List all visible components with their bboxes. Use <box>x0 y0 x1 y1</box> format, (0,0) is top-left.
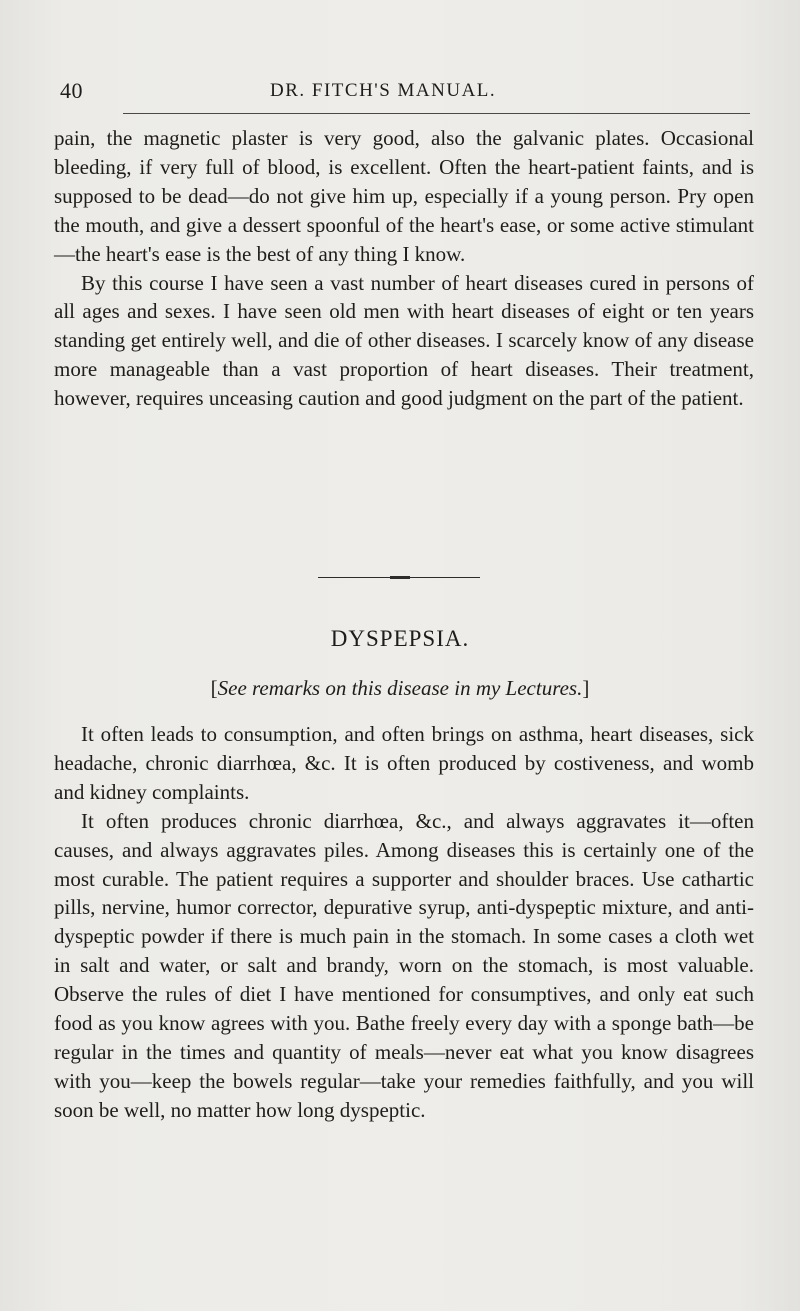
paragraph: It often produces chronic diarrhœa, &c., and always aggravates it—often causes, and always aggravates piles. Among diseases this is certainly one of the most curable. The patient requires a supporter and shoulder braces. Use cathartic pills, nervine, humor corrector, depurative syrup, anti-dyspeptic mixture, and anti-dyspeptic powder if there is much pain in the stomach. In some cases a cloth wet in salt and water, or salt and brandy, worn on the stomach, is most valuable. Observe the rules of diet I have mentioned for consumptives, and only eat such food as you know agrees with you. Bathe freely every day with a sponge bath—be regular in the times and quantity of meals—never eat what you know disagrees with you—keep the bowels regular—take your remedies faithfully, and you will soon be well, no matter how long dyspeptic. <box>54 808 754 1122</box>
running-head: DR. FITCH'S MANUAL. <box>270 80 497 101</box>
text-block-bottom <box>54 720 754 1125</box>
paragraph: By this course I have seen a vast number of heart diseases cured in persons of all ages and sexes. I have seen old men with heart diseases of eight or ten years standing get entirely well, and die of other diseases. I scarcely know of any disease more manageable than a vast proportion of heart diseases. Their treatment, however, requires unceasing caution and good judgment on the part of the patient. <box>54 270 754 411</box>
section-note <box>0 676 800 701</box>
text-block-top <box>54 124 754 413</box>
section-title: DYSPEPSIA. <box>330 626 470 651</box>
page-header <box>60 78 760 108</box>
page-number: 40 <box>60 78 83 103</box>
section-divider <box>318 577 480 578</box>
paragraph: pain, the magnetic plaster is very good, also the galvanic plates. Occasional bleeding, if very full of blood, is excellent. Often the heart-patient faints, and is supposed to be dead—do not give him up, especially if a young person. Pry open the mouth, and give a dessert spoonful of the heart's ease, or some active stimulant—the heart's ease is the best of any thing I know. <box>54 126 754 266</box>
note-bracket-close: ] <box>582 676 590 700</box>
note-text: See remarks on this disease in my Lectures. <box>217 676 583 700</box>
note-bracket-open: [ <box>210 676 218 700</box>
paragraph: It often leads to consumption, and often brings on asthma, heart diseases, sick headache, chronic diarrhœa, &c. It is often produced by costiveness, and womb and kidney complaints. <box>54 722 754 804</box>
header-rule <box>123 113 750 114</box>
